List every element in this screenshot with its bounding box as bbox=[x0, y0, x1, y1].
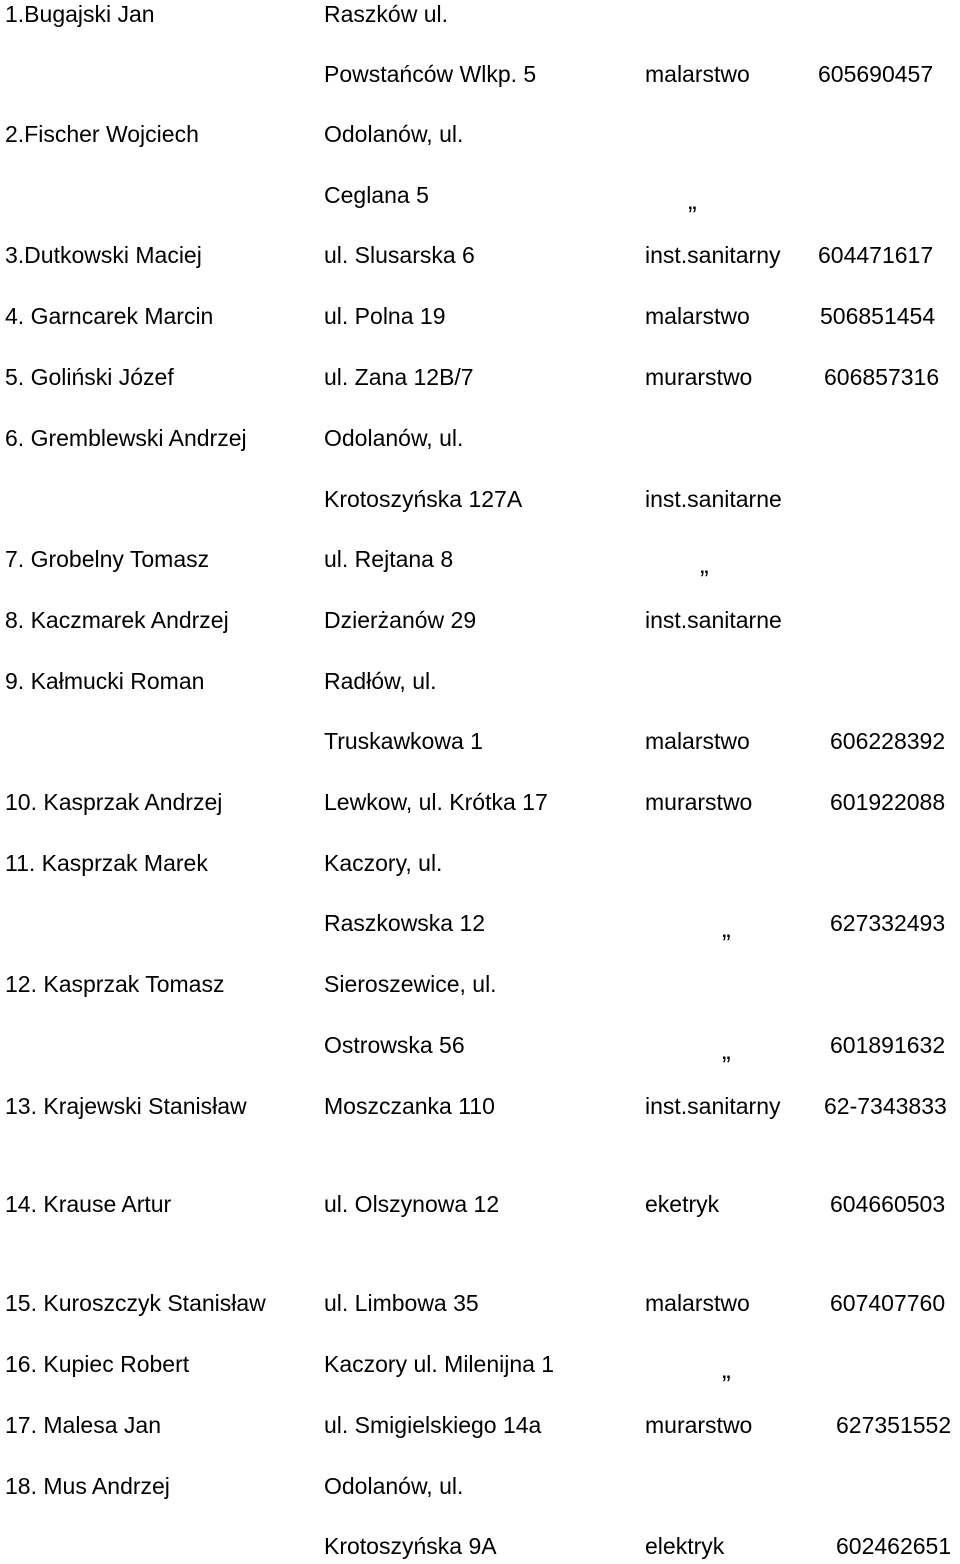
contractor-trade: inst.sanitarne bbox=[645, 607, 782, 633]
contractor-name: 11. Kasprzak Marek bbox=[5, 850, 208, 876]
contractor-phone: 602462651 bbox=[836, 1533, 952, 1559]
contractor-address: ul. Olszynowa 12 bbox=[324, 1191, 500, 1217]
contractor-address: Odolanów, ul. bbox=[324, 425, 464, 451]
contractor-phone: 506851454 bbox=[820, 303, 936, 329]
contractor-name: 18. Mus Andrzej bbox=[5, 1473, 170, 1499]
contractor-phone: 605690457 bbox=[818, 61, 934, 87]
contractor-address: Krotoszyńska 127A bbox=[324, 486, 523, 512]
contractor-name: 2.Fischer Wojciech bbox=[5, 121, 199, 147]
contractor-trade: malarstwo bbox=[645, 1290, 750, 1316]
contractor-phone: 601891632 bbox=[830, 1032, 946, 1058]
contractor-trade: malarstwo bbox=[645, 728, 750, 754]
contractor-name: 7. Grobelny Tomasz bbox=[5, 546, 210, 572]
contractor-phone: 607407760 bbox=[830, 1290, 946, 1316]
contractor-phone: 606857316 bbox=[824, 364, 940, 390]
ditto-mark: „ bbox=[688, 185, 697, 215]
contractor-address: Moszczanka 110 bbox=[324, 1093, 495, 1119]
contractor-trade: malarstwo bbox=[645, 303, 750, 329]
contractor-address: Dzierżanów 29 bbox=[324, 607, 477, 633]
contractor-name: 10. Kasprzak Andrzej bbox=[5, 789, 223, 815]
contractor-trade: malarstwo bbox=[645, 61, 750, 87]
contractor-name: 8. Kaczmarek Andrzej bbox=[5, 607, 229, 633]
contractor-address: ul. Polna 19 bbox=[324, 303, 446, 329]
contractor-address: Lewkow, ul. Krótka 17 bbox=[324, 789, 548, 815]
contractor-address: Kaczory ul. Milenijna 1 bbox=[324, 1351, 555, 1377]
contractor-address: Sieroszewice, ul. bbox=[324, 971, 497, 997]
contractor-name: 16. Kupiec Robert bbox=[5, 1351, 190, 1377]
contractor-name: 12. Kasprzak Tomasz bbox=[5, 971, 225, 997]
contractor-trade: murarstwo bbox=[645, 789, 753, 815]
contractor-address: Radłów, ul. bbox=[324, 668, 437, 694]
contractor-trade: inst.sanitarne bbox=[645, 486, 782, 512]
contractor-trade: elektryk bbox=[645, 1533, 725, 1559]
contractor-address: ul. Smigielskiego 14a bbox=[324, 1412, 542, 1438]
contractor-address: Kaczory, ul. bbox=[324, 850, 443, 876]
contractor-phone: 604471617 bbox=[818, 242, 934, 268]
ditto-mark: „ bbox=[700, 549, 709, 579]
contractor-address: Odolanów, ul. bbox=[324, 121, 464, 147]
contractor-name: 9. Kałmucki Roman bbox=[5, 668, 205, 694]
contractor-address: Truskawkowa 1 bbox=[324, 728, 483, 754]
contractor-phone: 627351552 bbox=[836, 1412, 952, 1438]
contractor-address: ul. Rejtana 8 bbox=[324, 546, 454, 572]
contractor-name: 1.Bugajski Jan bbox=[5, 1, 155, 27]
contractor-address: ul. Limbowa 35 bbox=[324, 1290, 479, 1316]
contractor-address: Ceglana 5 bbox=[324, 182, 429, 208]
contractor-name: 5. Goliński Józef bbox=[5, 364, 174, 390]
contractor-phone: 62-7343833 bbox=[824, 1093, 947, 1119]
ditto-mark: „ bbox=[722, 1035, 731, 1065]
contractor-trade: murarstwo bbox=[645, 1412, 753, 1438]
contractor-address: Powstańców Wlkp. 5 bbox=[324, 61, 537, 87]
contractor-name: 17. Malesa Jan bbox=[5, 1412, 161, 1438]
contractor-trade: inst.sanitarny bbox=[645, 1093, 781, 1119]
ditto-mark: „ bbox=[722, 1354, 731, 1384]
contractor-name: 13. Krajewski Stanisław bbox=[5, 1093, 247, 1119]
contractor-phone: 627332493 bbox=[830, 910, 946, 936]
contractor-address: Raszków ul. bbox=[324, 1, 448, 27]
contractor-address: ul. Slusarska 6 bbox=[324, 242, 475, 268]
contractor-address: Raszkowska 12 bbox=[324, 910, 486, 936]
contractor-trade: murarstwo bbox=[645, 364, 753, 390]
contractor-name: 15. Kuroszczyk Stanisław bbox=[5, 1290, 266, 1316]
contractor-phone: 606228392 bbox=[830, 728, 946, 754]
contractor-address: Ostrowska 56 bbox=[324, 1032, 465, 1058]
contractor-address: ul. Zana 12B/7 bbox=[324, 364, 474, 390]
contractor-phone: 604660503 bbox=[830, 1191, 946, 1217]
contractor-name: 4. Garncarek Marcin bbox=[5, 303, 214, 329]
contractor-trade: inst.sanitarny bbox=[645, 242, 781, 268]
ditto-mark: „ bbox=[722, 913, 731, 943]
contractor-name: 14. Krause Artur bbox=[5, 1191, 172, 1217]
contractor-name: 6. Gremblewski Andrzej bbox=[5, 425, 247, 451]
contractor-trade: eketryk bbox=[645, 1191, 720, 1217]
contractor-phone: 601922088 bbox=[830, 789, 946, 815]
contractor-address: Odolanów, ul. bbox=[324, 1473, 464, 1499]
contractor-address: Krotoszyńska 9A bbox=[324, 1533, 497, 1559]
contractor-name: 3.Dutkowski Maciej bbox=[5, 242, 202, 268]
